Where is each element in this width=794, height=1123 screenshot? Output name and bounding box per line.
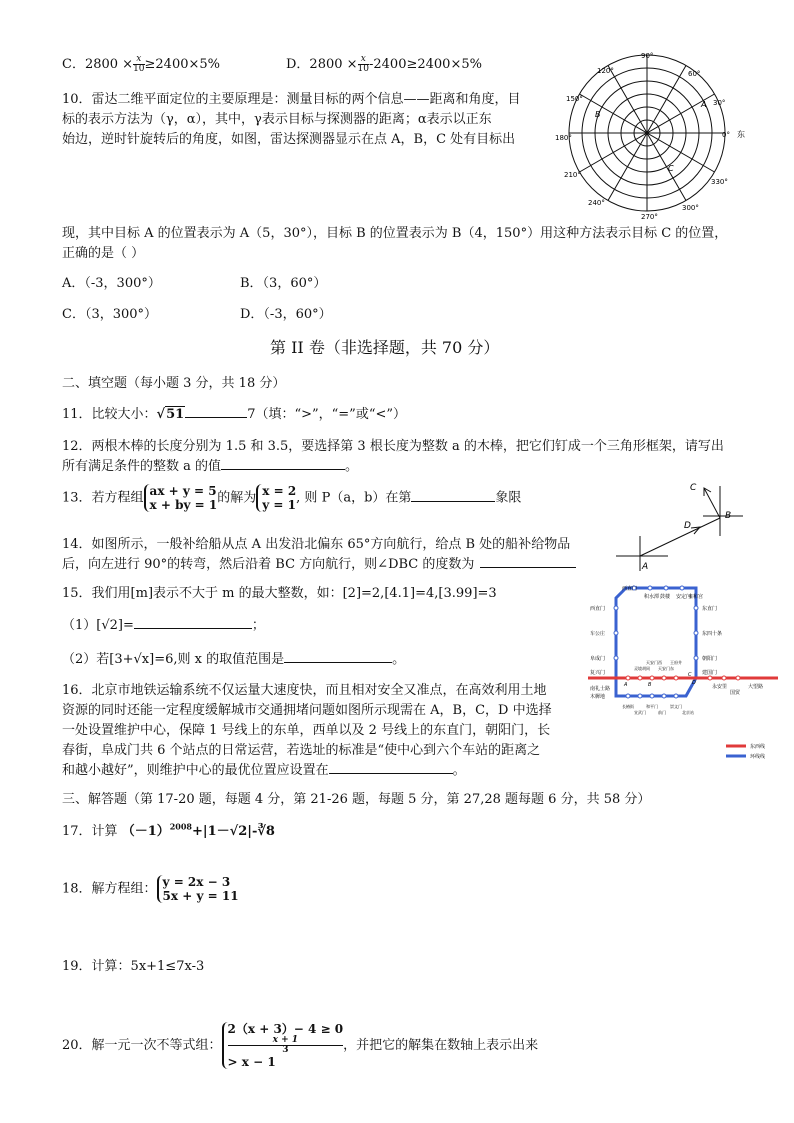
q16-line-4: 春街，阜成门共 6 个站点的日常运营，若选址的标准是“使中心到六个车站的距离之: [62, 743, 541, 758]
q20-post: ，并把它的解集在数轴上表示出来: [343, 1038, 539, 1053]
map-point-d: D: [692, 680, 696, 686]
map-bottom-4: 崇文门: [670, 704, 682, 709]
q9-option-c-text: C．2800 ×: [62, 57, 134, 72]
q11-blank[interactable]: [185, 405, 247, 418]
map-top-2: 鼓楼: [660, 594, 671, 600]
radar-label-0: 0°: [722, 131, 730, 139]
map-left-1: 车公庄: [590, 631, 606, 637]
q12-line-1: 12．两根木棒的长度分别为 1.5 和 3.5，要选择第 3 根长度为整数 a 的木棒，把它们钉成一个三角形框架，请写出: [62, 439, 724, 454]
q16-line-1: 16．北京市地铁运输系统不仅运量大速度快，而且相对安全又准点，在高效利用土地: [62, 683, 547, 698]
radar-label-90: 90°: [641, 52, 654, 60]
map-left-2: 阜成门: [590, 656, 606, 662]
map-right-1: 东四十条: [702, 631, 723, 637]
radar-label-240: 240°: [588, 199, 605, 207]
map-top-4: 雍和宫: [688, 594, 704, 600]
legend-red-label: 东西线: [750, 744, 766, 750]
q16-blank[interactable]: [329, 761, 453, 774]
q17-expr: （－1）: [121, 824, 170, 839]
q15-sub-1: [62, 614, 265, 633]
q15-line-1: 15．我们用[m]表示不大于 m 的最大整数，如：[2]=2,[4.1]=4,[3.99]=3: [62, 586, 497, 601]
radar-point-a: A: [701, 100, 707, 109]
q15-sub-1-text: （1）[√2]=: [62, 618, 134, 633]
radar-label-30: 30°: [713, 99, 726, 107]
q18: [62, 875, 239, 903]
map-west-1: 木樨地: [590, 694, 606, 700]
q15-sub-1-blank[interactable]: [134, 616, 252, 629]
q15-sub-2-blank[interactable]: [284, 650, 392, 663]
q16-line-3: 一处设置维护中心，保障 1 号线上的东单，西单以及 2 号线上的东直门，朝阳门，长: [62, 723, 551, 738]
radar-label-300: 300°: [682, 204, 699, 212]
q16-line-5-end: 。: [452, 763, 466, 778]
map-inner-3: 王府井: [670, 660, 682, 665]
q13-blank[interactable]: [411, 489, 495, 502]
q14-label-c: C: [690, 483, 697, 493]
q9-option-c-frac: $\frac{x}{10}$: [133, 54, 145, 74]
q20-system: 2（x + 3）− 4 ≥ 0 x + 1 3 > x − 1: [222, 1022, 344, 1069]
radar-label-180: 180°: [555, 134, 572, 142]
map-far-1: 国贸: [730, 690, 741, 696]
q13-solution: x = 2 y = 1: [256, 484, 296, 512]
q17-pre: 17．计算: [62, 824, 118, 839]
radar-label-150: 150°: [566, 95, 583, 103]
q10-line-2: 标的表示方法为（γ，α），其中，γ表示目标与探测器的距离；α表示以正东: [62, 112, 492, 127]
q14-blank[interactable]: [480, 555, 576, 568]
map-top-0: 西直门: [622, 586, 638, 592]
q9-option-d-text: D．2800 ×: [286, 57, 358, 72]
q10-option-d: D．（-3，60°）: [240, 307, 332, 322]
q16-line-5-text: 和越小越好”，则维护中心的最优位置应设置在: [62, 763, 329, 778]
q17: [62, 820, 275, 839]
subway-map: [588, 578, 778, 760]
q12-line-2-text: 所有满足条件的整数 a 的值: [62, 459, 222, 474]
q15-sub-1-end: ；: [251, 618, 265, 633]
q14-line-1: 14．如图所示，一般补给船从点 A 出发沿北偏东 65°方向航行，给点 B 处的船补给物品: [62, 537, 571, 552]
q13: [62, 484, 521, 512]
q9-option-c-rest: ≥2400×5%: [144, 57, 221, 72]
q10-line-5: 正确的是（ ）: [62, 246, 145, 261]
map-right-3: 建国门: [702, 670, 718, 676]
q13-end: 象限: [495, 490, 522, 506]
map-right-0: 东直门: [702, 606, 718, 612]
q17-rest: +|1－√2|-∛8: [192, 824, 275, 839]
q18-system: y = 2x − 3 5x + y = 11: [157, 875, 239, 903]
q18-pre: 18．解方程组：: [62, 881, 157, 897]
q14-line-2: [62, 553, 576, 572]
q11: [62, 403, 406, 422]
map-bottom-1: 宣武门: [634, 710, 646, 715]
map-inner-0: 灵境胡同: [634, 666, 650, 671]
q16-line-5: [62, 759, 466, 778]
legend-blue-label: 环线线: [750, 754, 766, 760]
map-bottom-3: 前门: [658, 710, 666, 715]
radar-label-210: 210°: [564, 171, 581, 179]
q13-pre: 13．若方程组: [62, 490, 144, 506]
map-far-2: 永安里: [712, 684, 728, 690]
q12-line-2: [62, 455, 358, 474]
map-top-3: 安定门: [676, 594, 692, 600]
q12-blank[interactable]: [221, 457, 345, 470]
radar-diagram: [555, 48, 780, 220]
q20: [62, 1022, 538, 1069]
part2-title: 第 II 卷（非选择题，共 70 分）: [270, 338, 500, 357]
map-point-a: A: [624, 682, 628, 688]
q15-sub-2: [62, 648, 405, 667]
q10-line-4: 现，其中目标 A 的位置表示为 A（5，30°），目标 B 的位置表示为 B（4，150°）用这种方法表示目标 C 的位置，: [62, 226, 728, 241]
section2-heading: 二、填空题（每小题 3 分，共 18 分）: [62, 376, 286, 391]
q12-line-2-end: 。: [345, 459, 359, 474]
q9-option-c: [62, 53, 220, 74]
q9-option-d-rest: -2400≥2400×5%: [369, 57, 482, 72]
map-left-3: 复兴门: [590, 670, 606, 676]
section3-heading: 三、解答题（第 17-20 题，每题 4 分，第 21-26 题，每题 5 分，第 27,28 题每题 6 分，共 58 分）: [62, 792, 651, 807]
map-point-b: B: [648, 682, 652, 688]
q11-post: 7（填：“>”，“=”或“<”）: [247, 407, 407, 422]
radar-label-270: 270°: [641, 213, 658, 220]
map-bottom-0: 长椿街: [622, 704, 634, 709]
q13-system: ax + y = 5 x + by = 1: [144, 484, 218, 512]
q20-pre: 20．解一元一次不等式组：: [62, 1038, 222, 1053]
radar-label-60: 60°: [688, 70, 701, 78]
q10-line-3: 始边，逆时针旋转后的角度，如图，雷达探测器显示在点 A，B，C 处有目标出: [62, 132, 516, 147]
map-top-1: 积水潭: [644, 594, 660, 600]
map-west-0: 南礼士路: [590, 686, 611, 692]
q10-option-c: C．（3，300°）: [62, 307, 158, 322]
map-bottom-2: 和平门: [646, 704, 658, 709]
q9-option-d-frac: $\frac{x}{10}$: [357, 54, 369, 74]
q15-sub-2-text: （2）若[3+√x]=6,则 x 的取值范围是: [62, 652, 285, 667]
q14-label-b: B: [725, 511, 732, 521]
radar-point-c: C: [668, 164, 674, 173]
q10-line-1: 10．雷达二维平面定位的主要原理是：测量目标的两个信息——距离和角度，目: [62, 92, 521, 107]
map-right-2: 朝阳门: [702, 656, 718, 662]
map-far-0: 大望路: [748, 684, 764, 690]
q13-post: , 则 P（a，b）在第: [296, 490, 412, 506]
q16-line-2: 资源的同时还能一定程度缓解城市交通拥堵问题如图所示现需在 A，B，C，D 中选择: [62, 703, 552, 718]
map-bottom-5: 北京站: [682, 710, 694, 715]
q14-label-a: A: [642, 562, 649, 572]
map-inner-1: 天安门西: [646, 660, 662, 665]
q19: 19．计算：5x+1≤7x-3: [62, 959, 205, 974]
q9-option-d: [286, 53, 482, 74]
map-inner-2: 天安门东: [658, 666, 674, 671]
radar-label-east: 东: [737, 130, 745, 139]
map-point-c: C: [688, 672, 692, 678]
q10-option-a: A．（-3，300°）: [62, 276, 161, 291]
q13-mid: 的解为: [217, 490, 257, 506]
q14-line-2-text: 后，向左进行 90°的转弯，然后沿着 BC 方向航行，则∠DBC 的度数为: [62, 557, 475, 572]
q17-exp: 2008: [169, 821, 192, 832]
radar-label-120: 120°: [597, 67, 614, 75]
q10-option-b: B．（3，60°）: [240, 276, 327, 291]
q14-label-d: D: [684, 521, 691, 531]
q15-sub-2-end: 。: [392, 652, 406, 667]
q11-sqrt: √51: [156, 407, 185, 422]
q11-pre: 11．比较大小：: [62, 407, 157, 422]
radar-point-b: B: [595, 110, 601, 119]
map-left-0: 西直门: [590, 606, 606, 612]
q14-diagram: [608, 476, 758, 576]
radar-label-330: 330°: [711, 178, 728, 186]
